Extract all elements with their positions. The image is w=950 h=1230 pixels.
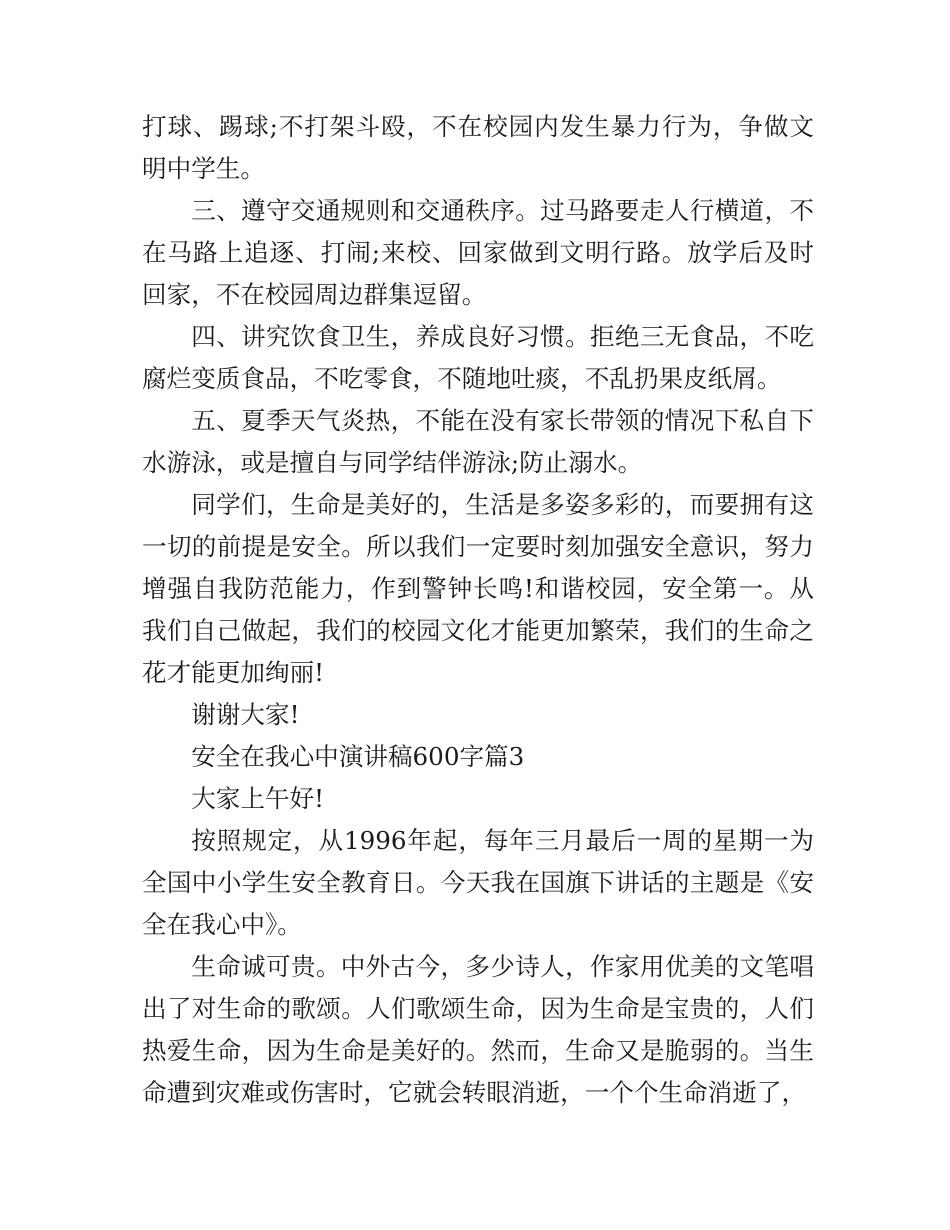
paragraph-8: 大家上午好! (191, 784, 325, 813)
document-body (142, 106, 814, 1114)
paragraph-5: 同学们，生命是美好的，生活是多姿多彩的，而要拥有这一切的前提是安全。所以我们一定要时刻加强安全意识，努力增强自我防范能力，作到警钟长鸣!和谐校园，安全第一。从我们自己做起，我们的校园文化才能更加繁荣，我们的生命之花才能更加绚丽! (142, 490, 814, 687)
section-heading: 安全在我心中演讲稿600字篇3 (191, 742, 525, 771)
paragraph-1: 打球、踢球;不打架斗殴，不在校园内发生暴力行为，争做文明中学生。 (142, 112, 814, 183)
paragraph-3: 四、讲究饮食卫生，养成良好习惯。拒绝三无食品，不吃腐烂变质食品，不吃零食，不随地吐痰，不乱扔果皮纸屑。 (142, 322, 814, 393)
paragraph-2: 三、遵守交通规则和交通秩序。过马路要走人行横道，不在马路上追逐、打闹;来校、回家做到文明行路。放学后及时回家，不在校园周边群集逗留。 (142, 196, 814, 309)
paragraph-6: 谢谢大家! (191, 700, 300, 729)
paragraph-9: 按照规定，从1996年起，每年三月最后一周的星期一为全国中小学生安全教育日。今天我在国旗下讲话的主题是《安全在我心中》。 (142, 826, 814, 939)
paragraph-10: 生命诚可贵。中外古今，多少诗人，作家用优美的文笔唱出了对生命的歌颂。人们歌颂生命，因为生命是宝贵的，人们热爱生命，因为生命是美好的。然而，生命又是脆弱的。当生命遭到灾难或伤害时，它就会转眼消逝，一个个生命消逝了， (142, 952, 814, 1107)
paragraph-4: 五、夏季天气炎热，不能在没有家长带领的情况下私自下水游泳，或是擅自与同学结伴游泳;防止溺水。 (142, 406, 814, 477)
